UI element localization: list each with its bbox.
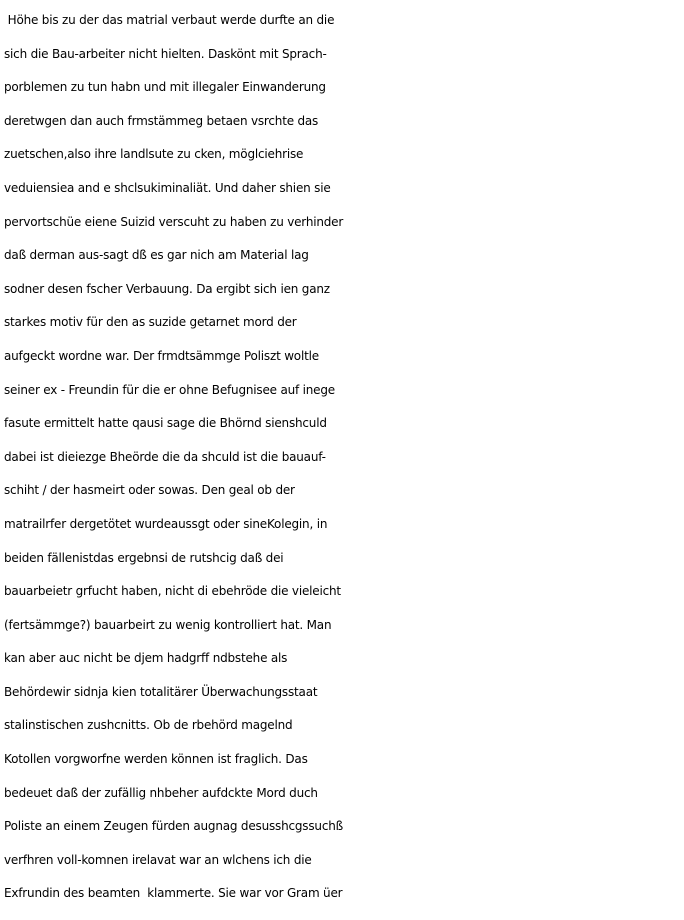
text-line: sodner desen fscher Verbauung. Da ergibt sich ien ganz [4,281,330,296]
text-line: deretwgen dan auch frmstämmeg betaen vsrchte das [4,113,319,128]
text-line: zuetschen,also ihre landlsute zu cken, möglciehrise [4,147,304,162]
text-line: verfhren voll-komnen irelavat war an wlchens ich die [4,852,312,867]
text-line: bedeuet daß der zufällig nhbeher aufdckte Mord duch [4,785,318,800]
text-line: starkes motiv für den as suzide getarnet mord der [4,315,297,330]
text-line: dabei ist dieiezge Bheörde die da shculd ist die bauauf- [4,449,326,464]
text-line: schiht / der hasmeirt oder sowas. Den geal ob der [4,483,295,498]
text-line: veduiensiea and e shclsukiminaliät. Und daher shien sie [4,180,331,195]
text-line: seiner ex - Freundin für die er ohne Befugnisee auf inege [4,382,335,397]
text-line: pervortschüe eiene Suizid verscuht zu haben zu verhinder [4,214,344,229]
text-line: Exfrundin des beamten klammerte. Sie war vor Gram üer [4,886,343,901]
text-line: daß derman aus-sagt dß es gar nich am Material lag [4,248,309,263]
text-line: bauarbeietr grfucht haben, nicht di ebehröde die vieleicht [4,584,341,599]
text-line: Kotollen vorgworfne werden können ist fraglich. Das [4,752,308,767]
text-line: Behördewir sidnja kien totalitärer Überwachungsstaat [4,684,318,699]
text-line: Poliste an einem Zeugen fürden augnag desusshcgssuchß [4,819,343,834]
text-line: Höhe bis zu der das matrial verbaut werde durfte an die [4,13,335,27]
text-line: stalinstischen zushcnitts. Ob de rbehörd magelnd [4,718,293,733]
text-line: sich die Bau-arbeiter nicht hielten. Daskönt mit Sprach- [4,46,327,61]
text-line: fasute ermittelt hatte qausi sage die Bhörnd sienshculd [4,416,327,431]
text-line: aufgeckt wordne war. Der frmdtsämmge Poliszt woltle [4,348,319,363]
text-line: (fertsämmge?) bauarbeirt zu wenig kontrolliert hat. Man [4,617,332,632]
text-line: porblemen zu tun habn und mit illegaler Einwanderung [4,80,326,95]
text-line: beiden fällenistdas ergebnsi de rutshcig daß dei [4,550,284,565]
text-line: kan aber auc nicht be djem hadgrff ndbstehe als [4,651,288,666]
document-text [4,4,684,911]
text-line: matrailrfer dergetötet wurdeaussgt oder sineKolegin, in [4,516,328,531]
